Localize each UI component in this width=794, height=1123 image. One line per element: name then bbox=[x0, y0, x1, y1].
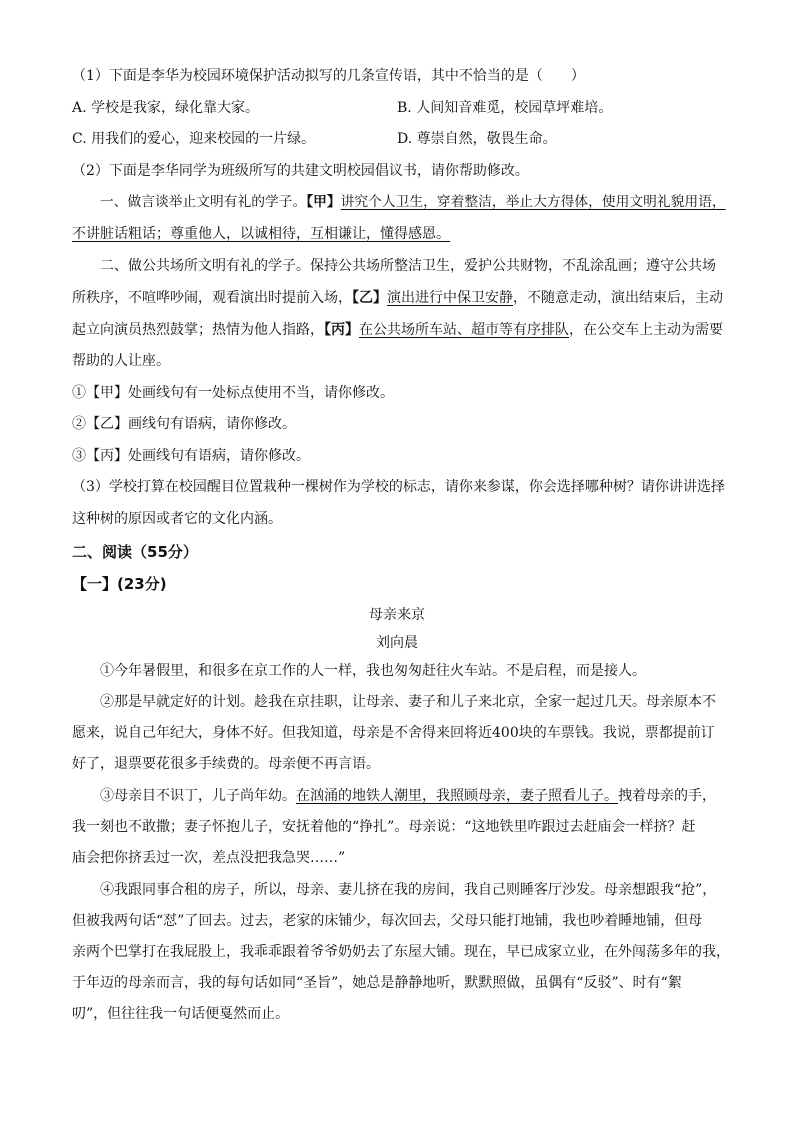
article-para1: ①今年暑假里，和很多在京工作的人一样，我也匆匆赶往火车站。不是启程，而是接人。 bbox=[100, 663, 646, 679]
marker-bing: 【丙】 bbox=[324, 322, 359, 338]
q2-para2-line3-pre: 起立向演员热烈鼓掌；热情为他人指路， bbox=[72, 322, 324, 338]
q3-line1: （3）学校打算在校园醒目位置栽种一棵树作为学校的标志，请你来参谋，你会选择哪种树？请你讲讲选择 bbox=[72, 479, 725, 495]
article-para3-pre: ③母亲目不识丁，儿子尚年幼。 bbox=[100, 788, 296, 804]
q2-subquestion-3: ③【丙】处画线句有语病，请你修改。 bbox=[72, 448, 310, 464]
article-para3-line3: 庙会把你挤丢过一次，差点没把我急哭……” bbox=[72, 850, 346, 866]
q2-para1-line2 bbox=[72, 224, 450, 244]
marker-jia: 【甲】 bbox=[306, 194, 341, 210]
article-para3-line2: 我一刻也不敢撒；妻子怀抱儿子，安抚着他的“挣扎”。母亲说：“这地铁里咋跟过去赶庙会一样挤？赶 bbox=[72, 819, 696, 835]
underlined-sentence-jia-part2: 不讲脏话粗话；尊重他人，以诚相待，互相谦让，懂得感恩。 bbox=[72, 226, 450, 242]
article-para3-post: 拽着母亲的手， bbox=[618, 788, 716, 804]
q2-para2-line1: 二、做公共场所文明有礼的学子。保持公共场所整洁卫生，爱护公共财物，不乱涂乱画；遵守公共场 bbox=[100, 258, 716, 274]
article-title: 母亲来京 bbox=[369, 607, 425, 623]
section-title: 二、阅读（55分） bbox=[72, 543, 198, 561]
article-para3-line1 bbox=[100, 786, 716, 806]
q2-para2-line3-post: ，在公交车上主动为需要 bbox=[569, 322, 723, 338]
underlined-sentence-bing: 在公共场所车站、超市等有序排队 bbox=[359, 322, 569, 338]
subsection-title: 【一】(23分) bbox=[72, 575, 167, 593]
article-para2-line2: 愿来，说自己年纪大，身体不好。但我知道，母亲是不舍得来回将近400块的车票钱。我说，票都提前订 bbox=[72, 725, 715, 741]
marker-yi: 【乙】 bbox=[352, 290, 387, 306]
underlined-sentence-yi: 演出进行中保卫安静 bbox=[387, 290, 513, 306]
q2-para1-line1 bbox=[100, 192, 726, 212]
article-para2-line3: 好了，退票要花很多手续费的。母亲便不再言语。 bbox=[72, 756, 380, 772]
underlined-sentence-jia-part1: 讲究个人卫生，穿着整洁，举止大方得体，使用文明礼貌用语， bbox=[340, 194, 726, 210]
q1-option-c: C. 用我们的爱心，迎来校园的一片绿。 bbox=[72, 131, 316, 147]
q2-para2-line2 bbox=[72, 288, 723, 308]
q2-para2-line4: 帮助的人让座。 bbox=[72, 353, 170, 369]
article-para2-line1: ②那是早就定好的计划。趁我在京挂职，让母亲、妻子和儿子来北京，全家一起过几天。母亲原本不 bbox=[100, 694, 716, 710]
q2-para1-intro: 一、做言谈举止文明有礼的学子。 bbox=[100, 194, 307, 210]
article-para4-line5: 叨”，但往往我一句话便戛然而止。 bbox=[72, 1006, 290, 1022]
q2-stem: （2）下面是李华同学为班级所写的共建文明校园倡议书，请你帮助修改。 bbox=[72, 163, 529, 179]
q1-option-b: B. 人间知音难觅，校园草坪难培。 bbox=[397, 100, 613, 116]
article-underlined-sentence: 在汹涌的地铁人潮里，我照顾母亲，妻子照看儿子。 bbox=[296, 788, 618, 804]
q2-para2-line2-pre: 所秩序，不喧哗吵闹，观看演出时提前入场， bbox=[72, 290, 352, 306]
q1-option-a: A. 学校是我家，绿化靠大家。 bbox=[72, 100, 260, 116]
article-para4-line2: 但被我两句话“怼”了回去。过去，老家的床铺少，每次回去，父母只能打地铺，我也吵着睡地铺，但母 bbox=[72, 913, 703, 929]
q2-subquestion-2: ②【乙】画线句有语病，请你修改。 bbox=[72, 416, 296, 432]
article-para4-line4: 于年迈的母亲而言，我的每句话如同“圣旨”，她总是静静地听，默默照做，虽偶有“反驳”、时有“絮 bbox=[72, 975, 682, 991]
article-para4-line1: ④我跟同事合租的房子，所以，母亲、妻儿挤在我的房间，我自己则睡客厅沙发。母亲想跟我“抢”， bbox=[100, 882, 717, 898]
q2-subquestion-1: ①【甲】处画线句有一处标点使用不当，请你修改。 bbox=[72, 385, 394, 401]
q1-stem: （1）下面是李华为校园环境保护活动拟写的几条宣传语，其中不恰当的是（ ） bbox=[72, 68, 585, 84]
q2-para2-line2-post: ，不随意走动，演出结束后，主动 bbox=[513, 290, 723, 306]
q2-para2-line3 bbox=[72, 320, 723, 340]
article-author: 刘向晨 bbox=[376, 635, 418, 651]
q1-option-d: D. 尊崇自然，敬畏生命。 bbox=[397, 131, 557, 147]
article-para4-line3: 亲两个巴掌打在我屁股上，我乖乖跟着爷爷奶奶去了东屋大铺。现在，早已成家立业，在外闯荡多年的我， bbox=[72, 944, 730, 960]
q3-line2: 这种树的原因或者它的文化内涵。 bbox=[72, 511, 282, 527]
